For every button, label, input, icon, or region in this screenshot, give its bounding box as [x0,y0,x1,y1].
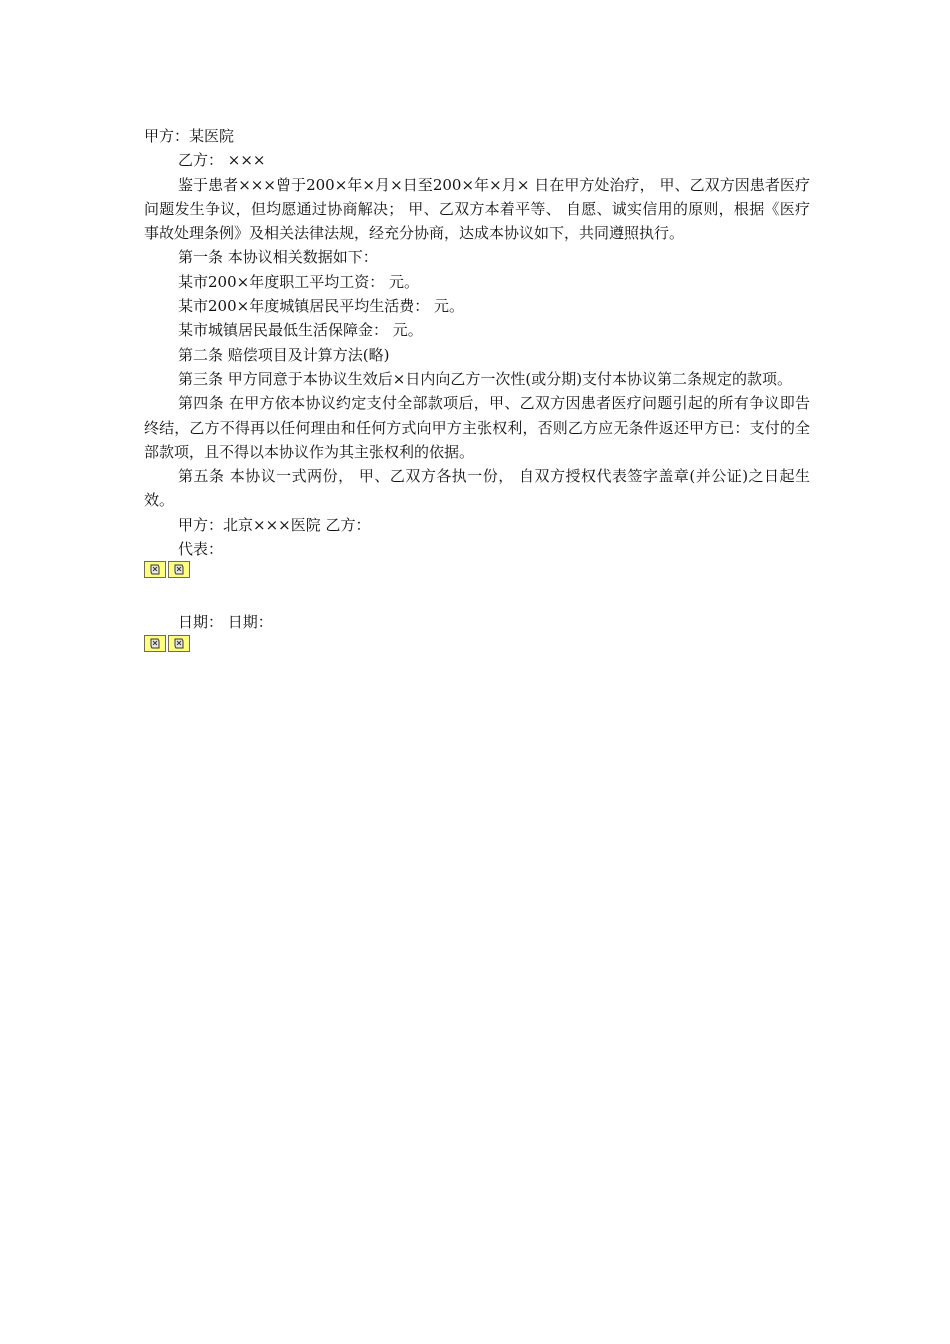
signature-dates: 日期： 日期： [178,613,273,632]
signature-parties: 甲方：北京×××医院 乙方： [178,515,371,534]
object-placeholder-icon[interactable] [144,635,166,652]
party-a-line: 甲方：某医院 [144,127,235,145]
agreement-body [144,124,810,654]
article-2: 第二条 赔偿项目及计算方法(略) [178,345,390,364]
data-line-living-cost: 某市200×年度城镇居民平均生活费： 元。 [178,297,464,316]
party-b-line: 乙方： ××× [178,151,266,170]
embedded-objects-row-2 [144,635,810,654]
spacer [144,580,810,610]
article-1: 第一条 本协议相关数据如下： [178,248,378,267]
embedded-objects-row-1 [144,561,810,580]
data-line-min-security: 某市城镇居民最低生活保障金： 元。 [178,321,423,340]
article-5: 第五条 本协议一式两份， 甲、乙双方各执一份， 自双方授权代表签字盖章(并公证)之日起生效。 [144,467,810,510]
object-placeholder-icon[interactable] [168,561,190,578]
signature-representative: 代表： [178,540,224,559]
article-3: 第三条 甲方同意于本协议生效后×日内向乙方一次性(或分期)支付本协议第二条规定的款项。 [178,369,793,388]
object-placeholder-icon[interactable] [144,561,166,578]
article-4: 第四条 在甲方依本协议约定支付全部款项后，甲、乙双方因患者医疗问题引起的所有争议即告终结，乙方不得再以任何理由和任何方式向甲方主张权利，否则乙方应无条件返还甲方已：支付的全部款项，且不得以本协议作为其主张权利的依据。 [144,394,810,461]
data-line-wage: 某市200×年度职工平均工资： 元。 [178,272,419,291]
preamble-paragraph: 鉴于患者×××曾于200×年×月×日至200×年×月× 日在甲方处治疗， 甲、乙双方因患者医疗问题发生争议，但均愿通过协商解决； 甲、乙双方本着平等、 自愿、诚实信用的原则，根据《医疗事故处理条例》及相关法律法规，经充分协商，达成本协议如下，共同遵照执行。 [144,175,810,243]
object-placeholder-icon[interactable] [168,635,190,652]
